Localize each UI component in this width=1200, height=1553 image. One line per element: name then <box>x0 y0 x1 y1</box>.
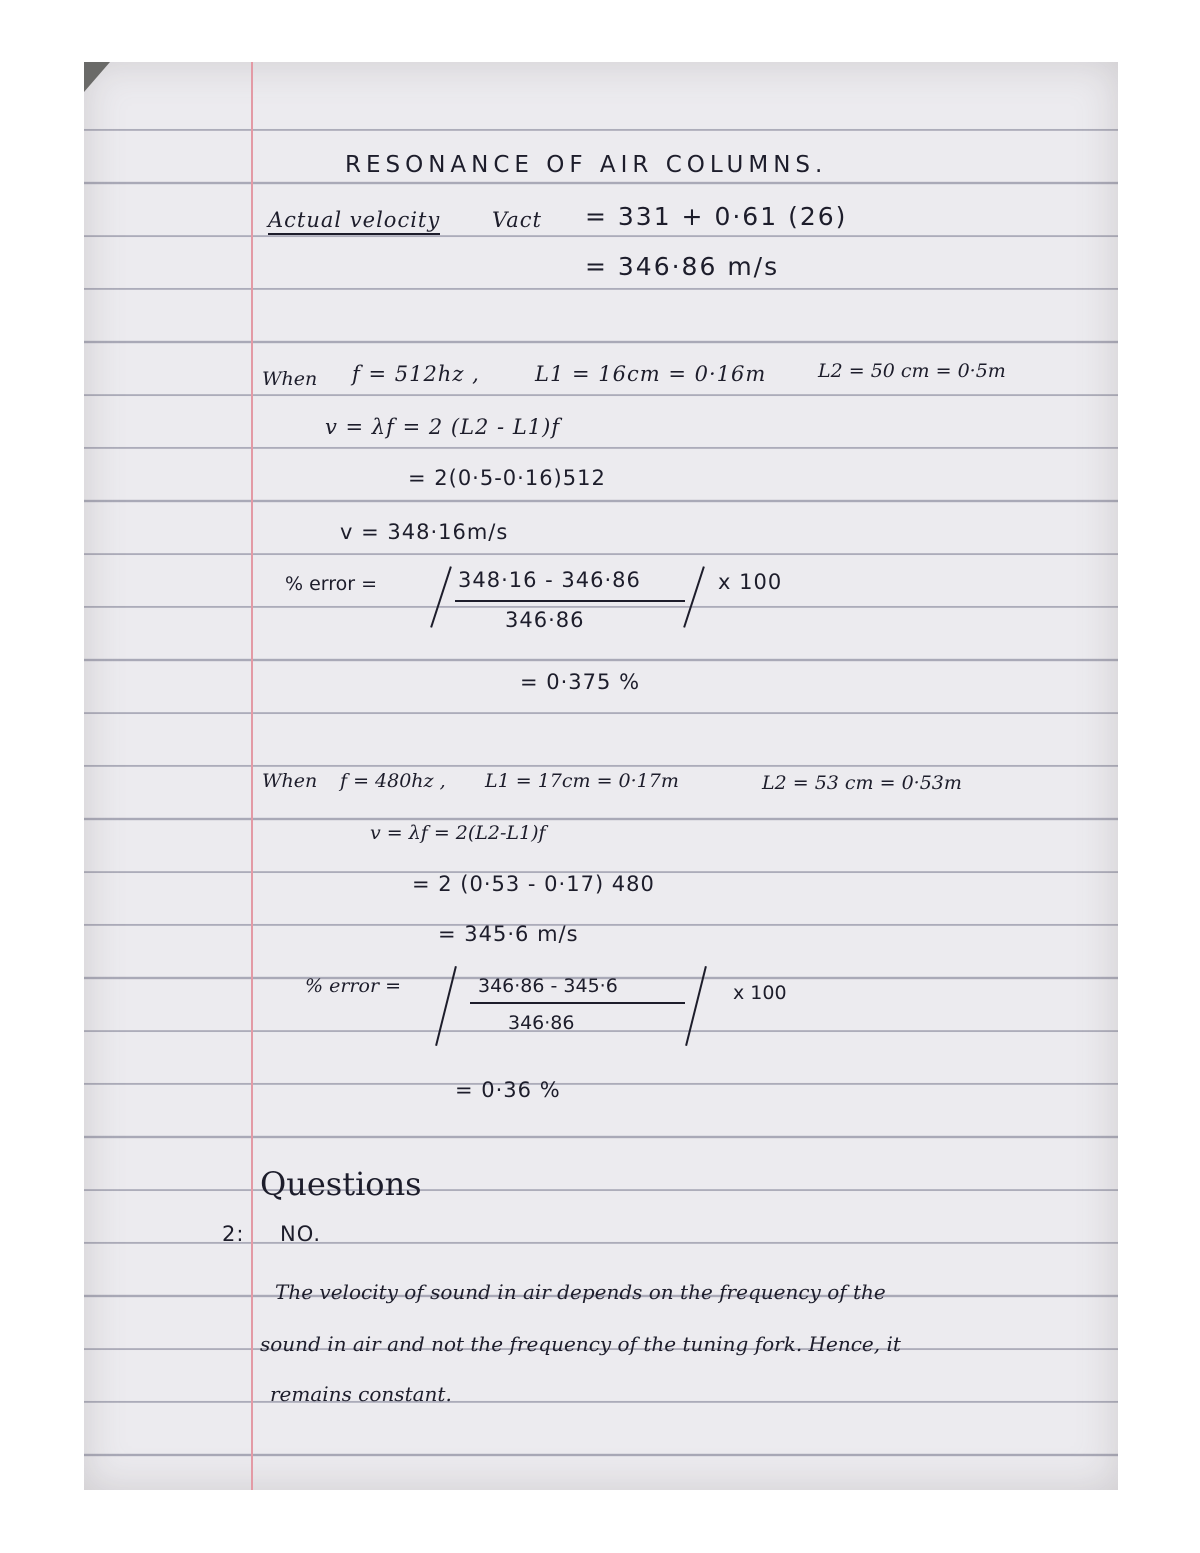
question-number: 2: <box>222 1222 245 1246</box>
case2-fraction-bar <box>470 1002 685 1004</box>
actual-velocity-text: Actual velocity <box>268 208 440 235</box>
case1-result: v = 348·16m/s <box>340 520 509 544</box>
case2-formula: v = λf = 2(L2-L1)f <box>370 822 546 844</box>
margin-line <box>251 62 253 1490</box>
case1-fraction-bar <box>455 600 685 602</box>
question-answer: NO. <box>280 1222 322 1246</box>
case1-error-label: % error = <box>285 573 378 595</box>
case1-numerator: 348·16 - 346·86 <box>458 568 641 592</box>
case2-result: = 345·6 m/s <box>438 922 579 946</box>
folded-corner <box>84 62 110 92</box>
case1-denominator: 346·86 <box>505 608 585 632</box>
case1-l2: L2 = 50 cm = 0·5m <box>818 360 1006 382</box>
actual-velocity-symbol: Vact <box>492 208 542 232</box>
case2-denominator: 346·86 <box>508 1012 575 1034</box>
answer-line-3: remains constant. <box>270 1382 452 1406</box>
case2-numerator: 346·86 - 345·6 <box>478 975 618 997</box>
case1-times: x 100 <box>718 570 783 594</box>
case2-l1: L1 = 17cm = 0·17m <box>485 770 679 792</box>
case2-condition: f = 480hz , <box>340 770 446 792</box>
case1-error-result: = 0·375 % <box>520 670 641 694</box>
questions-heading: Questions <box>260 1165 422 1203</box>
case1-l1: L1 = 16cm = 0·16m <box>535 362 767 386</box>
actual-velocity-result: = 346·86 m/s <box>585 252 780 281</box>
case2-times: x 100 <box>733 982 787 1004</box>
case1-substitution: = 2(0·5-0·16)512 <box>408 466 606 490</box>
case2-when: When <box>262 770 318 792</box>
case2-l2: L2 = 53 cm = 0·53m <box>762 772 962 794</box>
page-title: RESONANCE OF AIR COLUMNS. <box>345 152 828 178</box>
answer-line-2: sound in air and not the frequency of the tuning fork. Hence, it <box>260 1332 901 1356</box>
case1-condition: f = 512hz , <box>352 362 480 386</box>
case2-error-label: % error = <box>305 975 401 997</box>
answer-line-1: The velocity of sound in air depends on the frequency of the <box>275 1280 886 1304</box>
case2-error-result: = 0·36 % <box>455 1078 561 1102</box>
actual-velocity-expression: = 331 + 0·61 (26) <box>585 202 848 231</box>
case2-substitution: = 2 (0·53 - 0·17) 480 <box>412 872 655 896</box>
case1-when: When <box>262 368 318 390</box>
case1-formula: v = λf = 2 (L2 - L1)f <box>325 415 561 439</box>
actual-velocity-label <box>268 208 440 232</box>
